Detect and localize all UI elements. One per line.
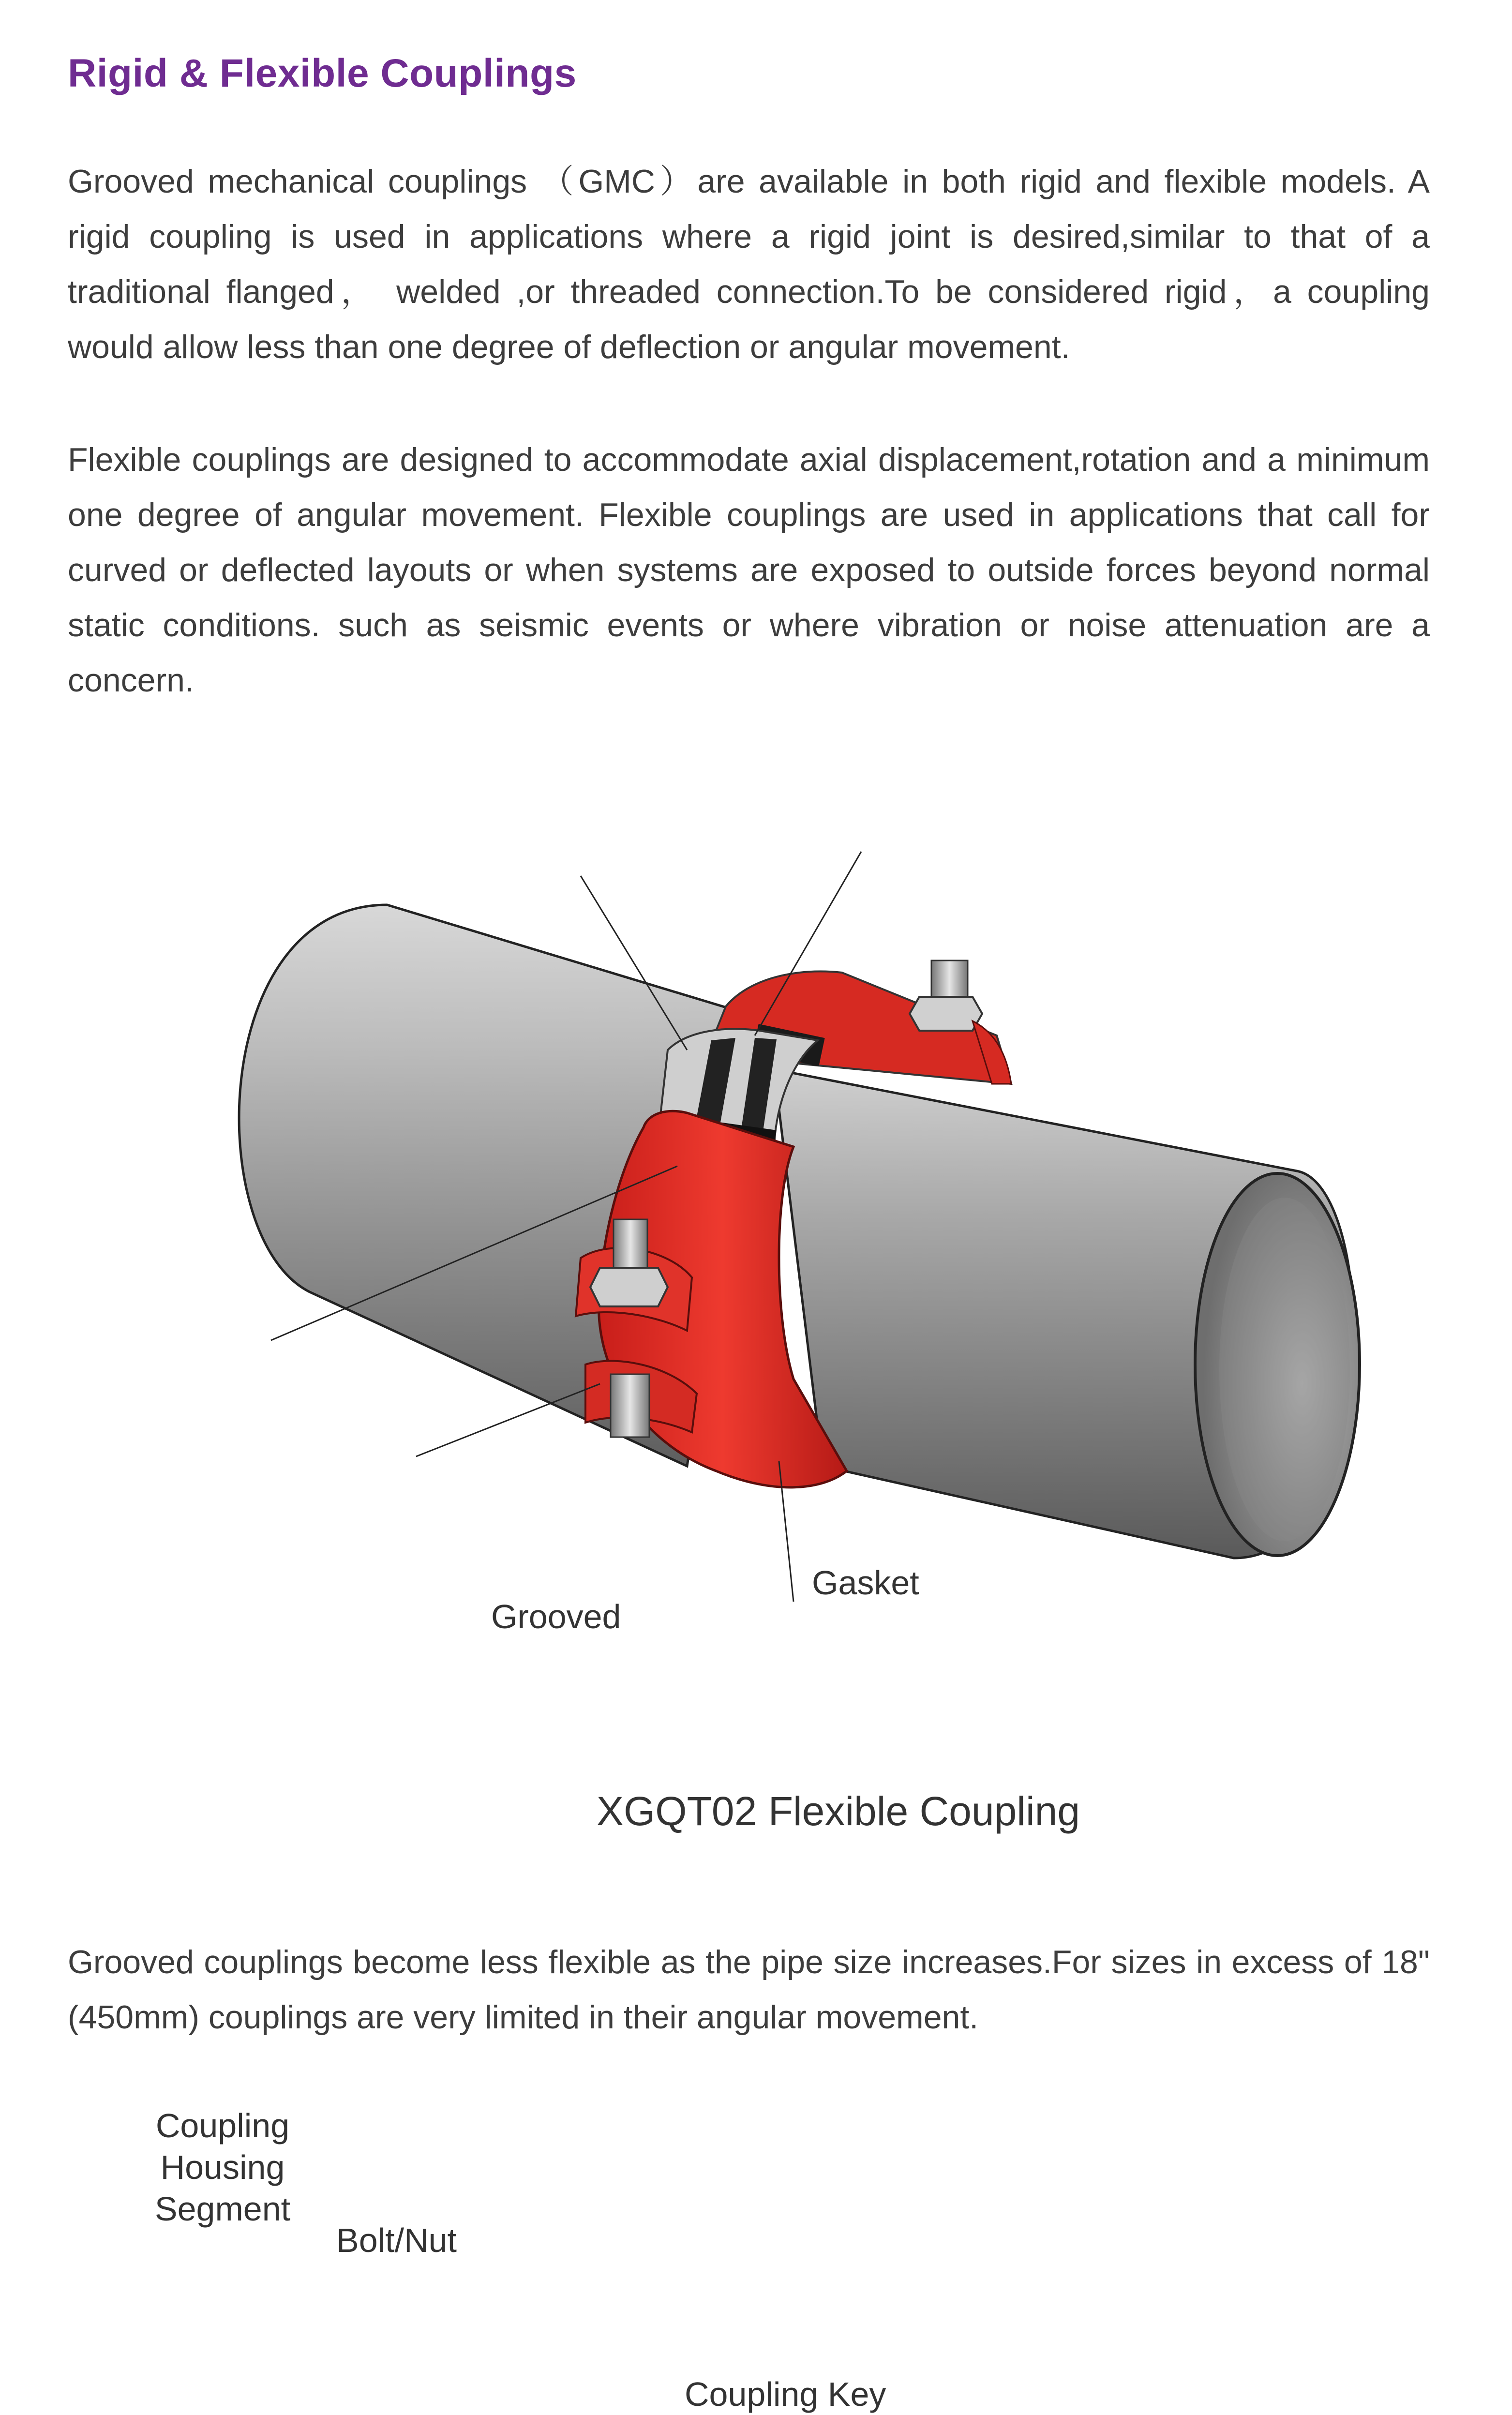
intro-paragraph: Grooved mechanical couplings （GMC）are available in both rigid and flexible models. A rigid coupling is used in applications where a rigid joint is desired,similar to that of a traditional flanged， welded ,or threaded connection.To be considered rigid，a coupling would allow less than one degree of deflection or angular movement. — [68, 163, 1430, 365]
bolt-leader — [416, 1384, 600, 1456]
housing-label-line: Segment — [154, 2190, 291, 2228]
housing-label — [150, 2105, 295, 2230]
coupling-key-label: Coupling Key — [685, 2375, 886, 2413]
coupling-illustration — [0, 765, 1512, 1684]
figure-caption: XGQT02 Flexible Coupling — [596, 1788, 1080, 1834]
housing-label-line: Housing — [160, 2148, 285, 2186]
flexible-paragraph: Flexible couplings are designed to accommodate axial displacement,rotation and a minimum one degree of angular movement. Flexible couplings are used in applications that call for curved or deflected layouts or when systems are exposed to outside forces beyond normal static conditions. such as seismic events or where vibration or noise attenuation are a concern. — [68, 441, 1430, 699]
housing-label-line: Coupling — [155, 2107, 290, 2145]
right-pipe — [774, 1069, 1360, 1558]
closing-paragraph: Grooved couplings become less flexible as the pipe size increases.For sizes in excess of 18"(450mm) couplings are very limited in their angular movement. — [68, 1944, 1430, 2036]
grooved-label: Grooved — [491, 1598, 621, 1635]
gasket-label: Gasket — [812, 1564, 919, 1602]
bolt-nut-label: Bolt/Nut — [336, 2221, 457, 2259]
page-title: Rigid & Flexible Couplings — [68, 51, 577, 95]
